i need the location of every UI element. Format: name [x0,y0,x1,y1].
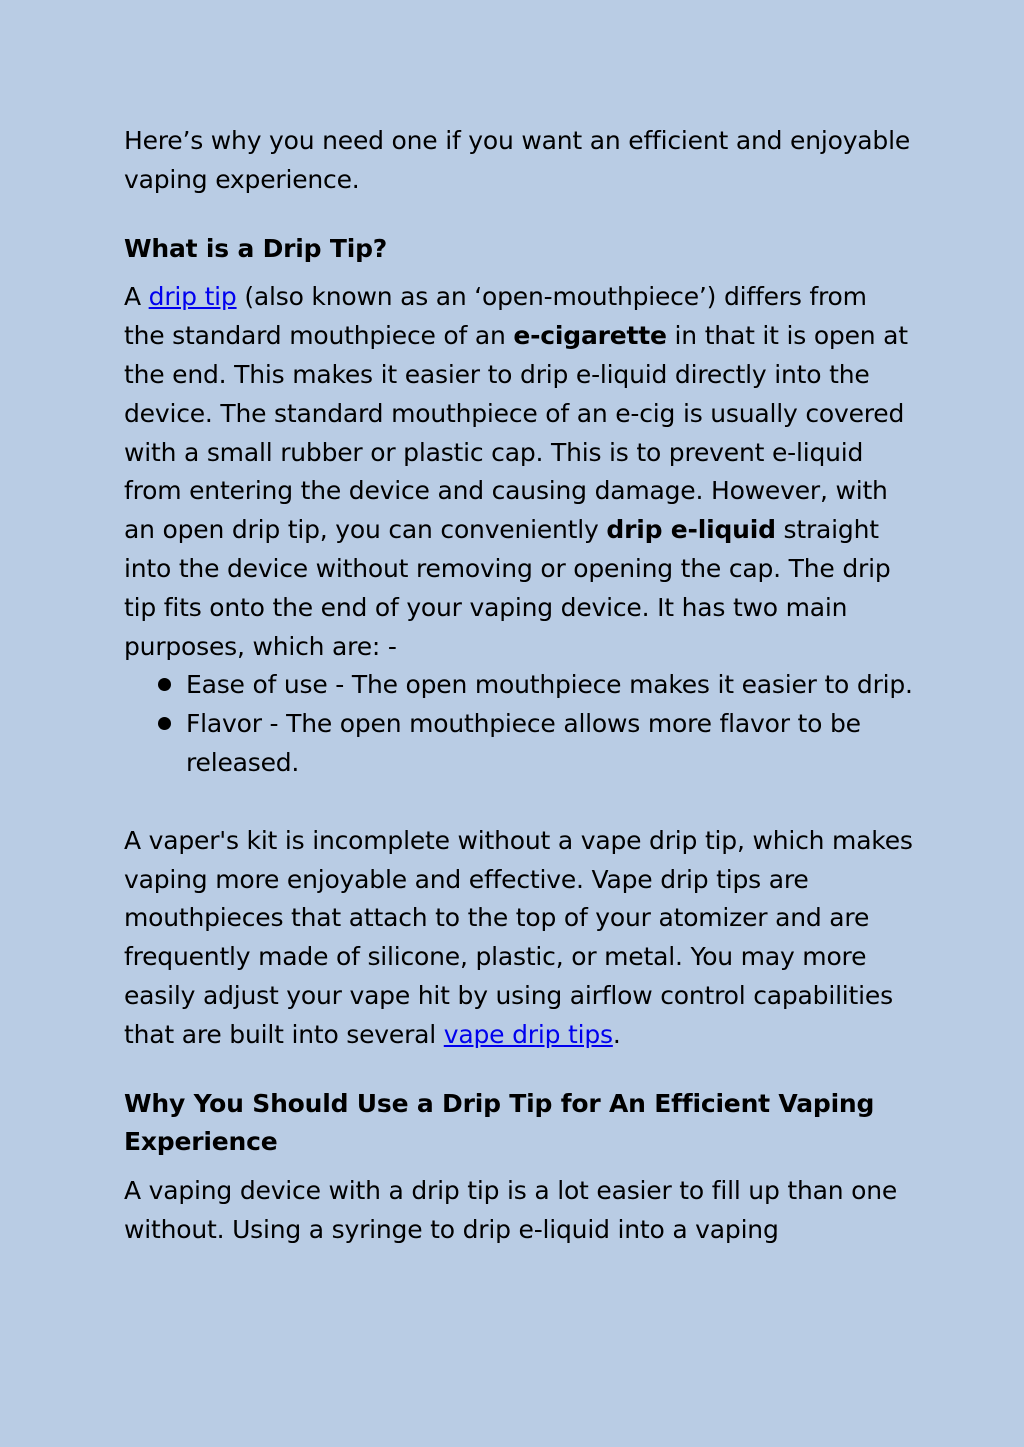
bold-e-cigarette: e-cigarette [513,321,667,351]
bullet-dot-icon [158,678,171,691]
section-heading-why-use-drip-tip: Why You Should Use a Drip Tip for An Efficient Vaping Experience [124,1088,875,1157]
paragraph-text: A vaper's kit is incomplete without a vape drip tip, which makes vaping more enjoyable and effective. Vape drip tips are mouthpieces that attach to the top of your atomizer and are frequently made of silicone, plastic, or metal. You may more easily adjust your vape hit by using airflow control capabilities that are built into several [124,825,913,1049]
paragraph-text: A [124,282,149,312]
drip-tip-link[interactable]: drip tip [148,282,237,312]
paragraph-text: straight into the device without removing or opening the cap. The drip tip fits onto the end of your vaping device. It has two main purposes, which are: - [124,515,891,661]
paragraph-text: . [612,1019,621,1049]
section-heading-what-is-drip-tip: What is a Drip Tip? [124,233,388,263]
list-item-text: Flavor - The open mouthpiece allows more flavor to be released. [186,709,861,777]
document-body [124,122,914,1250]
paragraph-text: (also known as an ‘open-mouthpiece’) differs from the standard mouthpiece of an [124,282,867,351]
bullet-dot-icon [158,717,171,730]
vaper-kit-paragraph [124,822,914,1055]
intro-paragraph: Here’s why you need one if you want an efficient and enjoyable vaping experience. [124,126,911,194]
list-item-text: Ease of use - The open mouthpiece makes it easier to drip. [186,670,913,700]
paragraph-text: in that it is open at the end. This makes it easier to drip e-liquid directly into the device. The standard mouthpiece of an e-cig is usually covered with a small rubber or plastic cap. This is to prevent e-liquid from entering the device and causing damage. However, with an open drip tip, you can conveniently [124,321,908,545]
purposes-list [124,666,914,782]
list-item [158,666,914,705]
drip-tip-definition-paragraph [124,278,914,666]
vape-drip-tips-link[interactable]: vape drip tips [443,1019,613,1049]
list-item [158,705,914,783]
why-paragraph: A vaping device with a drip tip is a lot easier to fill up than one without. Using a syringe to drip e-liquid into a vaping [124,1176,898,1244]
bold-drip-e-liquid: drip e-liquid [606,515,776,545]
